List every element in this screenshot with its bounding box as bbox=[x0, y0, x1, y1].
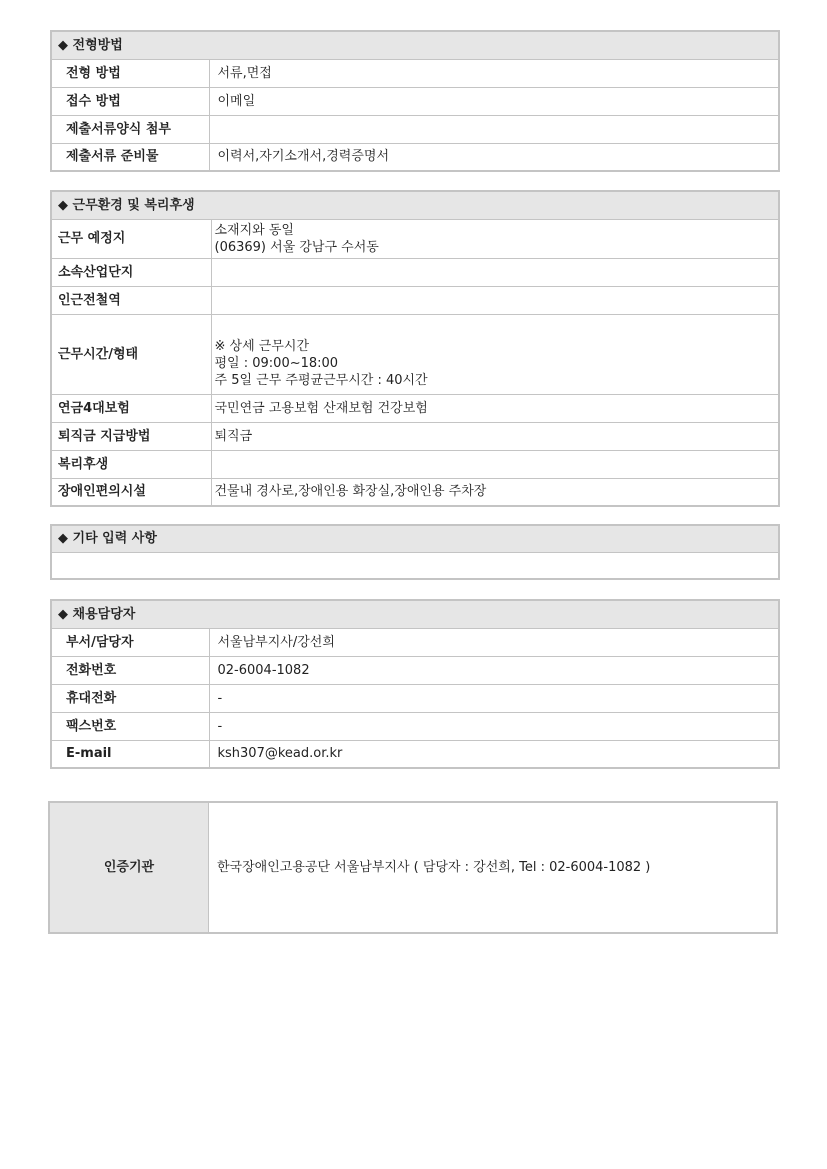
work-environment-table bbox=[50, 190, 780, 507]
work-location-line-2: (06369) 서울 강남구 수서동 bbox=[214, 239, 379, 255]
mobile-label: 휴대전화 bbox=[51, 684, 209, 712]
certification-label: 인증기관 bbox=[49, 802, 209, 933]
selection-method-table bbox=[50, 30, 780, 172]
industrial-complex-label: 소속산업단지 bbox=[51, 258, 211, 286]
work-hours-label: 근무시간/형태 bbox=[51, 314, 211, 394]
document-form-attachment-label: 제출서류양식 첨부 bbox=[51, 115, 209, 143]
required-documents-value: 이력서,자기소개서,경력증명서 bbox=[209, 143, 779, 171]
phone-label: 전화번호 bbox=[51, 656, 209, 684]
welfare-label: 복리후생 bbox=[51, 450, 211, 478]
fax-label: 팩스번호 bbox=[51, 712, 209, 740]
required-documents-label: 제출서류 준비물 bbox=[51, 143, 209, 171]
email-label: E-mail bbox=[51, 740, 209, 768]
phone-value: 02-6004-1082 bbox=[209, 656, 779, 684]
work-hours-line-3: 주 5일 근무 주평균근무시간 : 40시간 bbox=[214, 372, 428, 388]
application-method-label: 접수 방법 bbox=[51, 87, 209, 115]
selection-method-heading: ◆ 전형방법 bbox=[51, 31, 779, 59]
other-info-table bbox=[50, 524, 780, 580]
severance-value: 퇴직금 bbox=[211, 422, 779, 450]
insurance-label: 연금4대보험 bbox=[51, 394, 211, 422]
selection-method-label: 전형 방법 bbox=[51, 59, 209, 87]
recruiter-contact-table bbox=[50, 599, 780, 769]
fax-value: - bbox=[209, 712, 779, 740]
other-info-heading: ◆ 기타 입력 사항 bbox=[51, 525, 779, 552]
industrial-complex-value bbox=[211, 258, 779, 286]
mobile-value: - bbox=[209, 684, 779, 712]
work-location-line-1: 소재지와 동일 bbox=[214, 222, 294, 238]
work-hours-line-1: ※ 상세 근무시간 bbox=[214, 338, 310, 354]
work-hours-value bbox=[211, 314, 779, 394]
document-form-attachment-value bbox=[209, 115, 779, 143]
insurance-value: 국민연금 고용보험 산재보험 건강보험 bbox=[211, 394, 779, 422]
certification-table bbox=[48, 801, 778, 934]
work-environment-heading: ◆ 근무환경 및 복리후생 bbox=[51, 191, 779, 219]
certification-value: 한국장애인고용공단 서울남부지사 ( 담당자 : 강선희, Tel : 02-6004-1082 ) bbox=[209, 802, 778, 933]
recruiter-contact-heading: ◆ 채용담당자 bbox=[51, 600, 779, 628]
work-location-label: 근무 예정지 bbox=[51, 219, 211, 258]
department-contact-label: 부서/담당자 bbox=[51, 628, 209, 656]
application-method-value: 이메일 bbox=[209, 87, 779, 115]
welfare-value bbox=[211, 450, 779, 478]
nearby-station-label: 인근전철역 bbox=[51, 286, 211, 314]
nearby-station-value bbox=[211, 286, 779, 314]
work-hours-line-2: 평일 : 09:00~18:00 bbox=[214, 355, 339, 371]
email-value: ksh307@kead.or.kr bbox=[209, 740, 779, 768]
other-info-value bbox=[51, 552, 779, 579]
selection-method-value: 서류,면접 bbox=[209, 59, 779, 87]
accessibility-facilities-value: 건물내 경사로,장애인용 화장실,장애인용 주차장 bbox=[211, 478, 779, 506]
severance-label: 퇴직금 지급방법 bbox=[51, 422, 211, 450]
accessibility-facilities-label: 장애인편의시설 bbox=[51, 478, 211, 506]
department-contact-value: 서울남부지사/강선희 bbox=[209, 628, 779, 656]
work-location-value bbox=[211, 219, 779, 258]
